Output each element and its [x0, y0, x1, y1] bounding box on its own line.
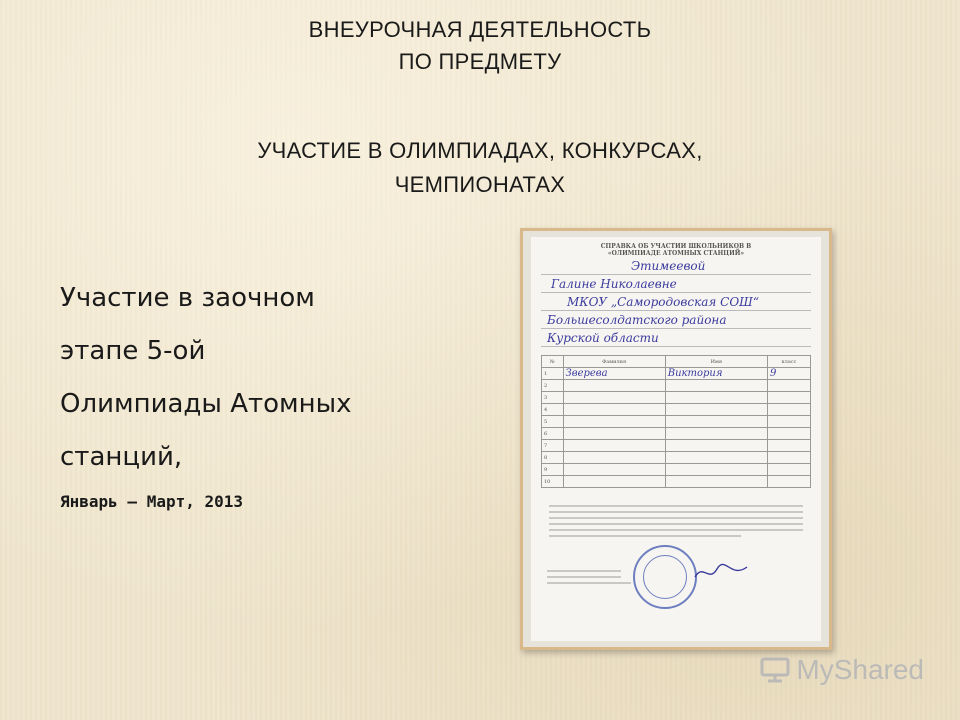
myshared-watermark — [760, 654, 924, 686]
certificate-field-school — [541, 295, 811, 311]
certificate-table — [541, 355, 811, 488]
table-row — [542, 476, 811, 488]
table-row — [542, 440, 811, 452]
table-cell: 7 — [542, 440, 564, 452]
table-header-cell: класс — [767, 356, 810, 368]
watermark-text: MyShared — [796, 654, 924, 685]
table-row — [542, 428, 811, 440]
slide-subtitle — [0, 134, 960, 202]
table-cell: 2 — [542, 380, 564, 392]
table-cell: 4 — [542, 404, 564, 416]
table-row — [542, 368, 811, 380]
table-header-cell: Имя — [665, 356, 767, 368]
certificate-field-teacher — [541, 259, 811, 275]
handwritten-district: Большесолдатского района — [547, 313, 727, 327]
table-row — [542, 464, 811, 476]
slide-title — [0, 14, 960, 78]
table-row — [542, 380, 811, 392]
description-line-4: станций, — [60, 442, 183, 472]
certificate-paragraph — [541, 502, 811, 545]
description-text — [60, 272, 500, 484]
table-row — [542, 392, 811, 404]
table-cell: 6 — [542, 428, 564, 440]
signature-caption-lines — [541, 567, 641, 591]
student-surname: Зверева — [563, 368, 665, 380]
table-header-cell: № — [542, 356, 564, 368]
certificate-body-lines — [541, 502, 811, 542]
handwritten-teacher-name: Галине Николаевне — [551, 277, 677, 291]
table-cell: 3 — [542, 392, 564, 404]
table-cell: 5 — [542, 416, 564, 428]
date-range: Январь – Март, 2013 — [60, 492, 244, 511]
handwritten-region: Курской области — [547, 331, 659, 345]
description-line-3: Олимпиады Атомных — [60, 389, 352, 419]
certificate-heading — [541, 243, 811, 257]
student-name: Виктория — [665, 368, 767, 380]
handwritten-school: МКОУ „Самородовская СОШ“ — [567, 295, 759, 309]
certificate-field-teacher-name — [541, 277, 811, 293]
certificate-field-district — [541, 313, 811, 329]
description-line-1: Участие в заочном — [60, 283, 315, 313]
certificate-field-region — [541, 331, 811, 347]
certificate-image — [520, 228, 832, 650]
table-row — [542, 452, 811, 464]
description-line-2: этапе 5-ой — [60, 336, 206, 366]
subtitle-line-2: ЧЕМПИОНАТАХ — [394, 172, 566, 197]
subtitle-line-1: УЧАСТИЕ В ОЛИМПИАДАХ, КОНКУРСАХ, — [257, 138, 703, 163]
table-cell: 1 — [542, 368, 564, 380]
certificate-heading-line-2: «ОЛИМПИАДЕ АТОМНЫХ СТАНЦИЙ» — [607, 250, 745, 257]
presentation-icon — [760, 657, 790, 683]
signature-icon — [691, 561, 751, 583]
table-cell: 9 — [542, 464, 564, 476]
table-row — [542, 416, 811, 428]
certificate-table-header — [542, 356, 811, 368]
certificate-page — [531, 237, 821, 641]
table-cell: 10 — [542, 476, 564, 488]
student-grade: 9 — [767, 368, 810, 380]
handwritten-teacher: Этимеевой — [631, 259, 706, 273]
title-line-2: ПО ПРЕДМЕТУ — [398, 49, 562, 74]
table-header-cell: Фамилия — [563, 356, 665, 368]
title-line-1: ВНЕУРОЧНАЯ ДЕЯТЕЛЬНОСТЬ — [308, 17, 652, 42]
table-row — [542, 404, 811, 416]
certificate-signature-block — [541, 567, 811, 594]
stamp-icon — [633, 545, 697, 609]
certificate-heading-line-1: СПРАВКА ОБ УЧАСТИИ ШКОЛЬНИКОВ В — [600, 243, 752, 250]
table-cell: 8 — [542, 452, 564, 464]
